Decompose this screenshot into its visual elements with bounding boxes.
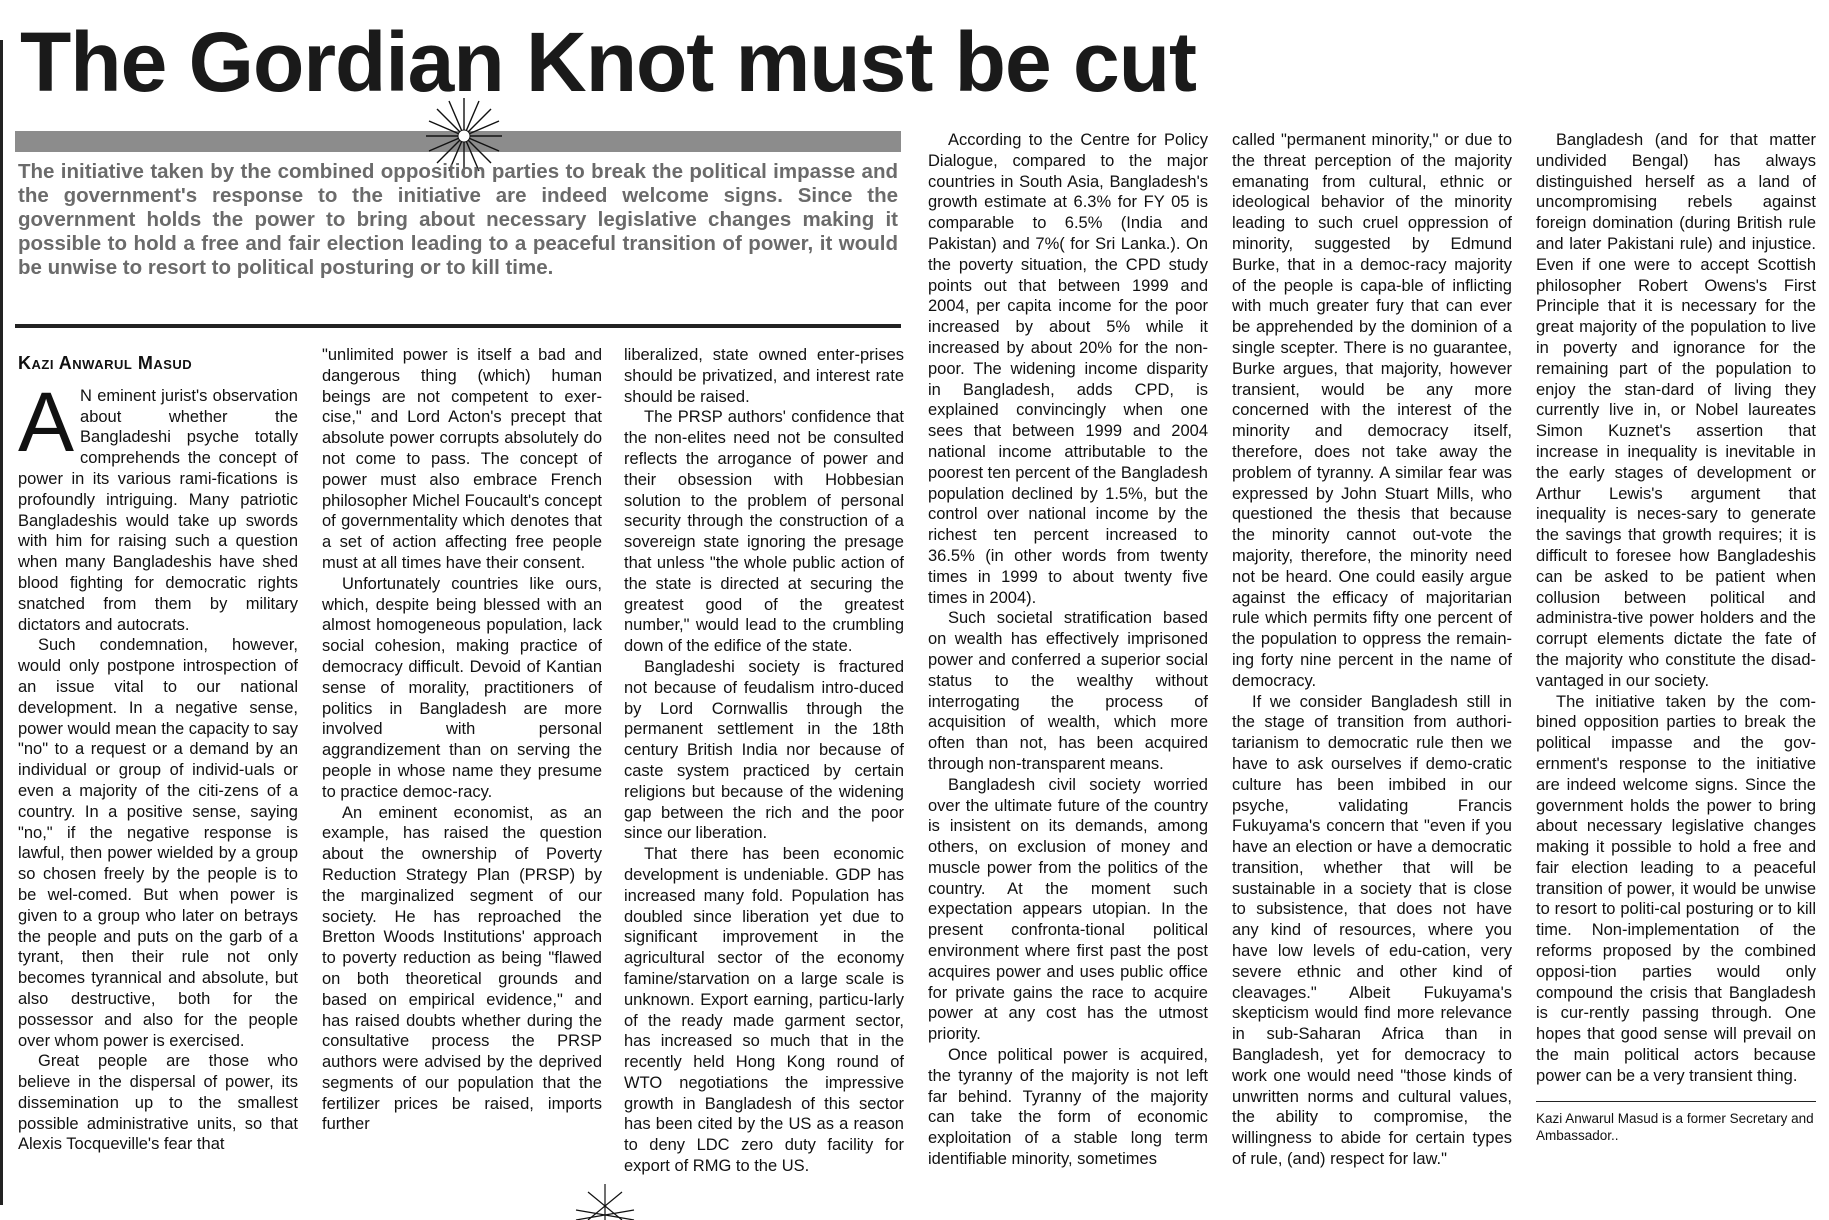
starburst-icon xyxy=(570,1180,640,1220)
left-border-rule xyxy=(0,40,3,1205)
paragraph: liberalized, state owned enter-prises should be privatized, and interest rate should be raised. xyxy=(624,346,904,406)
author-bio: Kazi Anwarul Masud is a former Secretary and Ambassador.. xyxy=(1536,1110,1814,1143)
article-column-4 xyxy=(928,130,1208,1170)
paragraph: Bangladeshi society is fractured not because of feudalism intro-duced by Lord Cornwallis through the permanent settlement in the 18th century British India nor because of caste system practiced by certain religions but because of the widening gap between the rich and the poor since our liberation. xyxy=(624,657,904,843)
deck-summary: The initiative taken by the combined opposition parties to break the political impasse and the government's response to the initiative are indeed welcome signs. Since the government holds the power to bring about necessary legislative changes making it possible to hold a free and fair election leading to a peaceful transition of power, it would be unwise to resort to political posturing or to kill time. xyxy=(18,160,898,279)
paragraph: Such condemnation, however, would only postpone introspection of an issue vital to our national development. In a negative sense, power would mean the capacity to say "no" to a request or a demand by an individual or group of individ-uals or even a majority of the citi-zens of a country. In a positive sense, saying "no," if the negative response is lawful, then power wielded by a group so chosen freely by the people is to be wel-comed. But when power is given to a group who later on betrays the people and puts on the garb of a tyrant, then their rule not only becomes tyrannical and absolute, but also destructive, both for the possessor and also for the people over whom power is exercised. xyxy=(18,636,298,1050)
article-column-1 xyxy=(18,353,298,1155)
paragraph: Once political power is acquired, the tyranny of the majority is not left far behind. Tyranny of the majority can take the form of economic exploitation of a stable long term identifiable minority, sometimes xyxy=(928,1046,1208,1169)
paragraph: The PRSP authors' confidence that the non-elites need not be consulted reflects the arrogance of power and their obsession with Hobbesian solution to the problem of personal security through the construction of a sovereign state ignoring the presage that unless "the whole public action of the state is directed at securing the greatest good of the greatest number," would lead to the crumbling down of the edifice of the state. xyxy=(624,408,904,656)
article-column-5 xyxy=(1232,130,1512,1170)
paragraph: That there has been economic development is undeniable. GDP has increased many fold. Population has doubled since liberation yet due to significant improvement in the agricultural sector of the economy famine/starvation on a large scale is unknown. Export earning, particu-larly of the ready made garment sector, has increased so much that in the recently held Hong Kong round of WTO negotiations the impressive growth in Bangladesh of this sector has been cited by the US as a reason to deny LDC zero duty facility for export of RMG to the US. xyxy=(624,845,904,1176)
paragraph: According to the Centre for Policy Dialogue, compared to the major countries in South Asia, Bangladesh's growth estimate at 6.3% for FY 05 is comparable to 6.5% (India and Pakistan) and 7%( for Sri Lanka.). On the poverty situation, the CPD study points out that between 1999 and 2004, per capita income for the poor increased by about 5% while it increased by about 20% for the non-poor. The widening income disparity in Bangladesh, adds CPD, is explained convincingly when one sees that between 1999 and 2004 national income attributable to the poorest ten percent of the Bangladesh population declined by 1.5%, but the control over national income by the richest ten percent increased to 36.5% (in other words from twenty times in 1999 to about twenty five times in 2004). xyxy=(928,131,1208,607)
paragraph: Such societal stratification based on wealth has effectively imprisoned power and conferred a superior social status to the wealthy without interrogating the process of acquisition of wealth, which more often than not, has been acquired through non-transparent means. xyxy=(928,609,1208,773)
paragraph: The initiative taken by the com-bined opposition parties to break the political impasse and the gov-ernment's response to the initiative are indeed welcome signs. Since the government holds the power to bring about necessary legislative changes making it possible to hold a free and fair election leading to a peaceful transition of power, it would be unwise to resort to politi-cal posturing or to kill time. Non-implementation of the reforms proposed by the combined opposi-tion parties would only compound the crisis that Bangladesh is cur-rently passing through. One hopes that good sense will prevail on the main political actors because power can be a very transient thing. xyxy=(1536,692,1816,1085)
first-paragraph-text: N eminent jurist's observation about whether the Bangladeshi psyche totally comprehends the concept of power in its various rami-fications is profoundly intriguing. Many patriotic Bangladeshis would take up swords with him for raising such a question when many Bangladeshis have shed blood fighting for democratic rights snatched from them by military dictators and autocrats. xyxy=(18,386,298,634)
paragraph: Great people are those who believe in the dispersal of power, its dissemination up to the smallest possible administrative units, so that Alexis Tocqueville's fear that xyxy=(18,1052,298,1154)
paragraph: Unfortunately countries like ours, which, despite being blessed with an almost homogeneous population, lack social cohesion, making practice of democracy difficult. Devoid of Kantian sense of morality, practitioners of politics in Bangladesh are more involved with personal aggrandizement than on serving the people in whose name they presume to practice democ-racy. xyxy=(322,574,602,801)
article-column-2 xyxy=(322,345,602,1135)
paragraph: called "permanent minority," or due to the threat perception of the majority emanating from cultural, ethnic or ideological behavior of the minority leading to such cruel oppression of minority, suggested by Edmund Burke, that in a democ-racy majority of the people is capa-ble of inflicting with much greater fury that can ever be apprehended by the dominion of a single scepter. There is no guarantee, Burke argues, that majority, however transient, would be any more concerned with the interest of the minority and democracy itself, therefore, does not take away the problem of tyranny. A similar fear was expressed by John Stuart Mills, who questioned the thesis that because the minority cannot out-vote the majority, therefore, the minority need not be heard. One could easily argue against the efficacy of majoritarian rule which permits fifty one percent of the population to oppress the remain-ing forty nine percent in the name of democracy. xyxy=(1232,131,1512,690)
byline: Kazi Anwarul Masud xyxy=(18,353,193,373)
deck-bottom-rule xyxy=(15,324,901,328)
paragraph: An eminent economist, as an example, has raised the question about the ownership of Poverty Reduction Strategy Plan (PRSP) by the marginalized segment of our society. He has reproached the Bretton Woods Institutions' approach to poverty reduction as being "flawed on both theoretical grounds and based on empirical evidence," and has raised doubts whether during the consultative process the PRSP authors were advised by the deprived segments of our population that the fertilizer prices be raised, imports further xyxy=(322,803,602,1134)
paragraph: Bangladesh civil society worried over the ultimate future of the country is insistent on its demands, among others, on exclusion of money and muscle power from the politics of the country. At the moment such expectation appears utopian. In the present confronta-tional political environment where first past the post acquires power and uses public office for private gains the race to acquire power at any cost has the utmost priority. xyxy=(928,775,1208,1044)
article-column-3 xyxy=(624,345,904,1177)
headline: The Gordian Knot must be cut xyxy=(20,15,1197,109)
article-column-6 xyxy=(1536,130,1816,1144)
first-paragraph xyxy=(18,374,298,636)
drop-cap: A xyxy=(18,374,75,469)
paragraph: If we consider Bangladesh still in the stage of transition from authori-tarianism to democratic rule then we have to ask ourselves if demo-cratic culture has been imbibed in our psyche, validating Francis Fukuyama's concern that "even if you have an election or have a democratic transition, whether that will be sustainable in a society that is close to subsistence, that does not have any kind of resources, where you have low levels of edu-cation, very severe ethnic and other kind of cleavages." Albeit Fukuyama's skepticism would find more relevance in sub-Saharan Africa than in Bangladesh, yet for democracy to work one would need "those kinds of unwritten norms and cultural values, the ability to compromise, the willingness to abide for certain types of rule, (and) respect for law." xyxy=(1232,692,1512,1169)
paragraph: "unlimited power is itself a bad and dangerous thing (which) human beings are not competent to exer-cise," and Lord Acton's precept that absolute power corrupts absolutely do not come to pass. The concept of power must also embrace French philosopher Michel Foucault's concept of governmentality which denotes that a set of action affecting free people must at all times have their consent. xyxy=(322,346,602,572)
bio-divider xyxy=(1536,1101,1816,1102)
paragraph: Bangladesh (and for that matter undivided Bengal) has always distinguished herself as a land of uncompromising rebels against foreign domination (during British rule and later Pakistani rule) and injustice. Even if one were to accept Scottish philosopher Robert Owens's First Principle that it is necessary for the great majority of the population to live in poverty and ignorance for the remaining part of the population to enjoy the stan-dard of living they currently live in, or Nobel laureates Simon Kuznet's assertion that increase in inequality is inevitable in the early stages of development or Arthur Lewis's argument that inequality is neces-sary to generate the savings that growth requires; it is difficult to foresee how Bangladeshis can be asked to be patient when collusion between political and administra-tive power holders and the corrupt elements dictate the fate of the majority who constitute the disad-vantaged in our society. xyxy=(1536,131,1816,690)
